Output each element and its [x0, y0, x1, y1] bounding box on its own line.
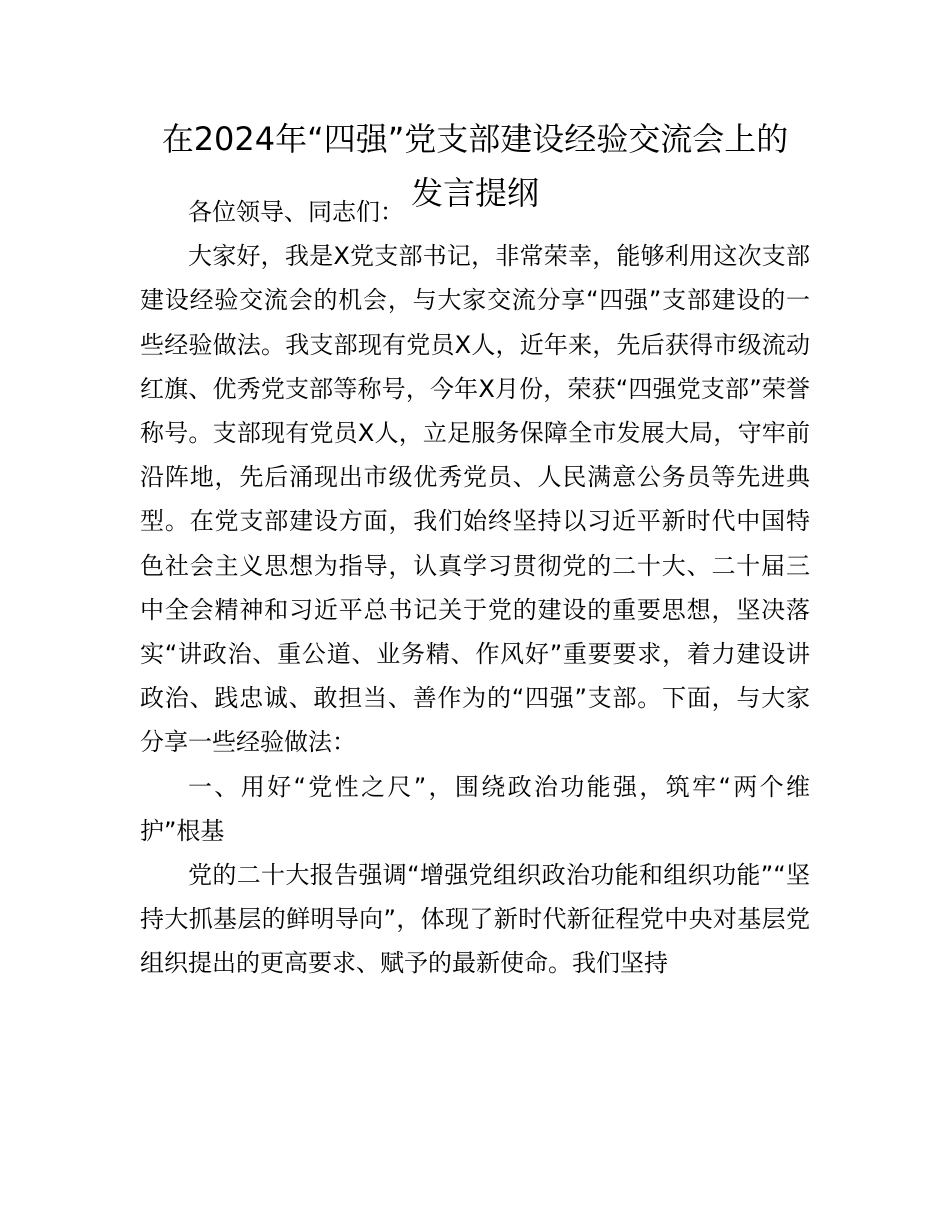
title-line-2: 发言提纲	[410, 174, 539, 212]
salutation: 各位领导、同志们：	[188, 198, 404, 226]
paragraph-intro: 大家好，我是X党支部书记，非常荣幸，能够利用这次支部建设经验交流会的机会，与大家交流分享“四强”支部建设的一些经验做法。我支部现有党员X人，近年来，先后获得市级流动红旗、优秀党支部等称号，今年X月份，荣获“四强党支部”荣誉称号。支部现有党员X人，立足服务保障全市发展大局，守牢前沿阵地，先后涌现出市级优秀党员、人民满意公务员等先进典型。在党支部建设方面，我们始终坚持以习近平新时代中国特色社会主义思想为指导，认真学习贯彻党的二十大、二十届三中全会精神和习近平总书记关于党的建设的重要思想，坚决落实“讲政治、重公道、业务精、作风好”重要要求，着力建设讲政治、践忠诚、敢担当、善作为的“四强”支部。下面，与大家分享一些经验做法：	[140, 242, 810, 757]
title-line-1: 在2024年“四强”党支部建设经验交流会上的	[161, 120, 789, 158]
document-body	[140, 190, 810, 986]
paragraph-section-1: 党的二十大报告强调“增强党组织政治功能和组织功能”“坚持大抓基层的鲜明导向”，体现了新时代新征程党中央对基层党组织提出的更高要求、赋予的最新使命。我们坚持	[140, 861, 810, 978]
section-heading-1: 一、用好“党性之尺”，围绕政治功能强，筑牢“两个维护”根基	[140, 772, 810, 845]
